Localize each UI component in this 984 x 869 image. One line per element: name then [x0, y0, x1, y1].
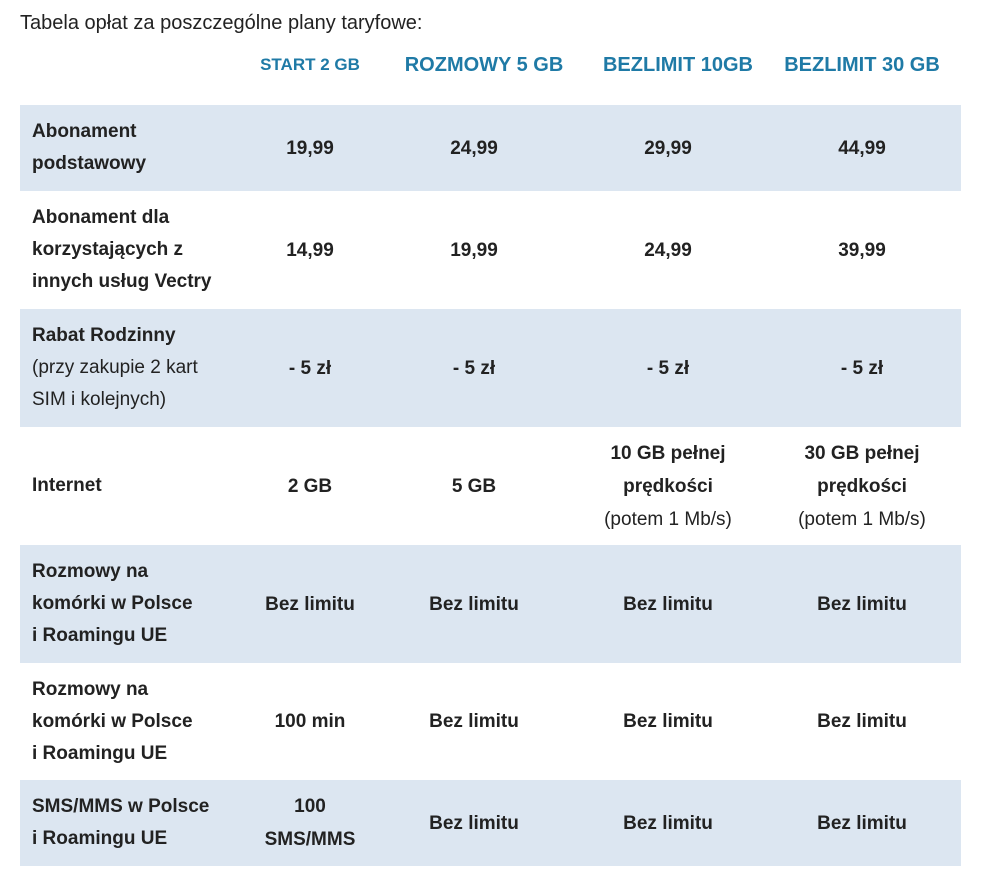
table-cell — [573, 105, 763, 191]
row-label-line: innych usług Vectry — [32, 271, 212, 292]
table-caption: Tabela opłat za poszczególne plany taryfowe: — [20, 12, 423, 34]
table-cell — [379, 664, 569, 779]
row-label-line: Rabat Rodzinny — [32, 325, 176, 346]
cell-value: 2 GB — [287, 475, 333, 497]
cell-value: 19,99 — [450, 239, 498, 261]
table-cell — [215, 105, 405, 191]
cell-note: (potem 1 Mb/s) — [604, 508, 732, 530]
table-cell — [767, 428, 957, 544]
row-label — [32, 105, 146, 191]
cell-value: SMS/MMS — [264, 829, 356, 850]
cell-value: 24,99 — [450, 137, 498, 159]
row-label — [32, 780, 209, 866]
cell-value: 29,99 — [644, 137, 692, 159]
table-cell — [215, 780, 405, 866]
row-label-note: SIM i kolejnych) — [32, 389, 167, 410]
table-cell — [767, 780, 957, 866]
row-label-line: Abonament dla — [32, 207, 170, 228]
row-label-line: korzystających z — [32, 239, 184, 260]
row-label-line: Internet — [32, 475, 102, 496]
table-cell — [767, 664, 957, 779]
row-label-line: Rozmowy na — [32, 678, 149, 700]
table-cell — [379, 309, 569, 427]
row-label-line: podstawowy — [32, 153, 147, 174]
table-cell — [573, 664, 763, 779]
table-row-abonament-vectry — [20, 192, 961, 308]
row-label — [32, 192, 212, 308]
plan-header-rozmowy-5gb: ROZMOWY 5 GB — [404, 54, 564, 76]
table-cell — [573, 545, 763, 663]
row-label-note: (przy zakupie 2 kart — [32, 357, 198, 378]
table-cell — [379, 780, 569, 866]
cell-value: Bez limitu — [817, 812, 907, 834]
cell-value: Bez limitu — [623, 711, 713, 732]
table-cell — [379, 428, 569, 544]
table-cell — [215, 309, 405, 427]
table-cell — [379, 192, 569, 308]
cell-value: Bez limitu — [817, 593, 907, 615]
table-cell — [379, 105, 569, 191]
cell-value: - 5 zł — [840, 357, 884, 379]
row-label-line: i Roamingu UE — [32, 625, 168, 646]
cell-note: (potem 1 Mb/s) — [798, 508, 926, 530]
plan-header-bezlimit-10gb: BEZLIMIT 10GB — [602, 54, 753, 76]
cell-value: 100 min — [274, 711, 346, 732]
table-cell — [215, 664, 405, 779]
plan-header-row — [0, 50, 984, 80]
table-cell — [767, 105, 957, 191]
row-label — [32, 428, 102, 544]
table-row-abonament-podstawowy — [20, 105, 961, 191]
cell-value: prędkości — [623, 475, 713, 497]
table-cell — [573, 428, 763, 544]
cell-value: Bez limitu — [623, 812, 713, 834]
cell-value: 14,99 — [286, 239, 334, 261]
cell-value: 30 GB pełnej — [804, 442, 920, 464]
row-label-line: Rozmowy na — [32, 561, 149, 582]
table-cell — [573, 780, 763, 866]
plan-header-start-2gb: START 2 GB — [260, 55, 360, 74]
cell-value: 24,99 — [644, 239, 692, 261]
table-cell — [573, 309, 763, 427]
table-cell — [767, 192, 957, 308]
cell-value: Bez limitu — [623, 593, 713, 615]
cell-value: Bez limitu — [429, 593, 519, 615]
row-label-line: i Roamingu UE — [32, 742, 168, 764]
cell-value: - 5 zł — [452, 357, 496, 379]
cell-value: - 5 zł — [646, 357, 690, 379]
table-cell — [215, 545, 405, 663]
row-label — [32, 664, 193, 779]
cell-value: 5 GB — [451, 475, 497, 497]
cell-value: Bez limitu — [265, 593, 355, 615]
row-label — [32, 545, 193, 663]
cell-value: 10 GB pełnej — [610, 442, 726, 464]
table-cell — [379, 545, 569, 663]
row-label-line: komórki w Polsce — [32, 710, 193, 732]
table-row-rozmowy-bez-limitu — [20, 545, 961, 663]
cell-value: 19,99 — [286, 137, 334, 159]
table-row-rabat-rodzinny — [20, 309, 961, 427]
row-label-line: i Roamingu UE — [32, 828, 168, 849]
table-cell — [767, 309, 957, 427]
table-row-rozmowy-na-komorki — [20, 664, 961, 779]
row-label-line: komórki w Polsce — [32, 593, 193, 614]
cell-value: Bez limitu — [817, 711, 907, 732]
cell-value: 100 — [294, 796, 326, 817]
row-label-line: SMS/MMS w Polsce — [32, 796, 210, 817]
cell-value: Bez limitu — [429, 711, 519, 732]
cell-value: Bez limitu — [429, 812, 519, 834]
cell-value: - 5 zł — [288, 357, 332, 379]
cell-value: 39,99 — [838, 239, 886, 261]
table-cell — [767, 545, 957, 663]
plan-header-bezlimit-30gb: BEZLIMIT 30 GB — [784, 54, 940, 76]
cell-value: prędkości — [817, 475, 907, 497]
table-row-sms-mms — [20, 780, 961, 866]
row-label-line: Abonament — [32, 121, 137, 142]
table-cell — [215, 192, 405, 308]
row-label — [32, 309, 198, 427]
cell-value: 44,99 — [838, 137, 886, 159]
table-row-internet — [20, 428, 961, 544]
table-cell — [573, 192, 763, 308]
table-cell — [215, 428, 405, 544]
